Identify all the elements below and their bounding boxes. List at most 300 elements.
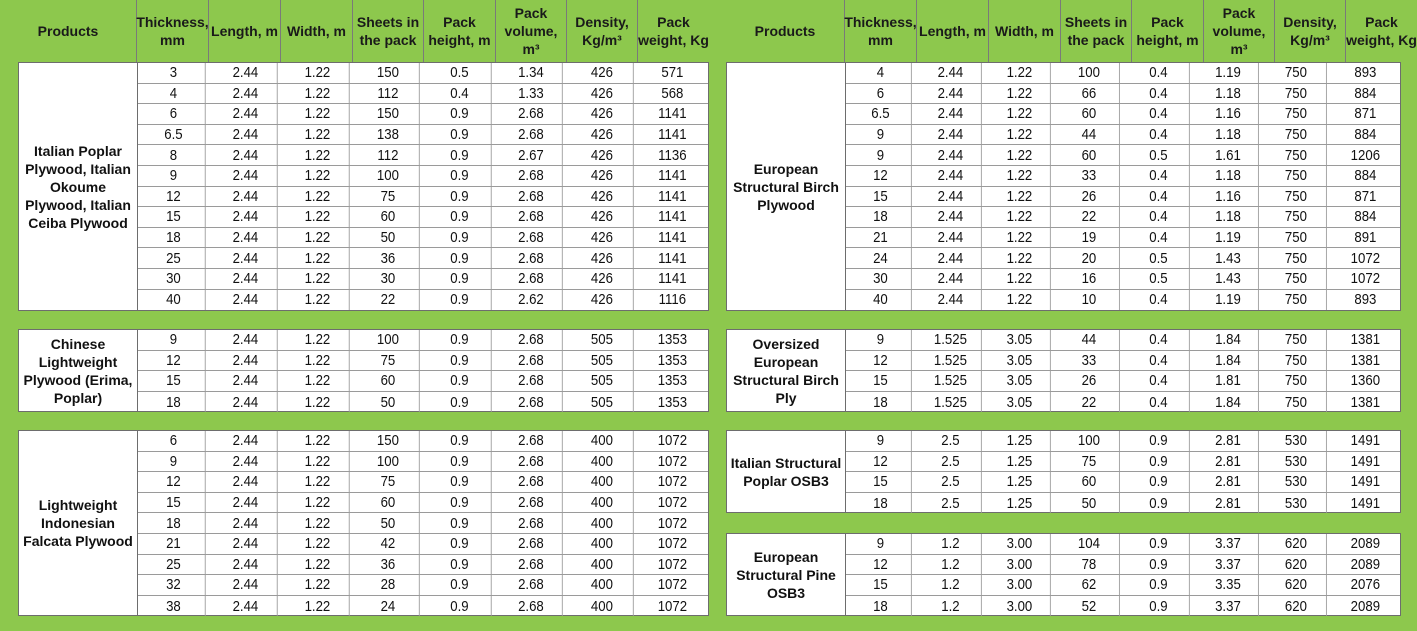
thickness-cell: 12 [142, 351, 205, 371]
header-length: Length, m [209, 0, 281, 62]
thickness-cell: 38 [142, 596, 205, 617]
pack-height-cell: 0.4 [1128, 166, 1189, 186]
sheets-cell: 22 [1059, 207, 1120, 227]
length-cell: 2.44 [214, 84, 277, 104]
thickness-cell: 30 [142, 269, 205, 289]
table-row [846, 207, 1400, 228]
width-cell: 1.22 [990, 104, 1051, 124]
pack-height-cell: 0.9 [428, 392, 491, 413]
density-cell: 400 [571, 555, 633, 575]
length-cell: 2.44 [214, 269, 277, 289]
table-row [846, 166, 1400, 187]
product-name: European Structural Pine OSB3 [727, 534, 846, 615]
pack-weight-cell: 1072 [657, 514, 688, 532]
table-row [138, 555, 708, 576]
sheets-cell: 52 [1059, 596, 1120, 617]
table-row [138, 575, 708, 596]
length-cell: 2.5 [920, 452, 981, 472]
header-thickness: Thickness, mm [845, 0, 917, 62]
density-cell: 505 [571, 371, 633, 391]
sheets-cell: 100 [357, 166, 419, 186]
density-cell: 426 [571, 290, 633, 311]
pack-height-cell: 0.4 [1128, 351, 1189, 371]
sheets-cell: 33 [1059, 351, 1120, 371]
thickness-cell: 6.5 [850, 104, 911, 124]
table-row [846, 472, 1400, 493]
sheets-cell: 150 [357, 63, 419, 83]
pack-height-cell: 0.9 [428, 228, 491, 248]
group-rows [138, 63, 708, 310]
thickness-cell: 15 [850, 187, 911, 207]
pack-height-cell: 0.9 [428, 125, 491, 145]
length-cell: 1.2 [920, 596, 981, 617]
pack-volume-cell: 2.68 [500, 534, 562, 554]
length-cell: 2.44 [920, 207, 981, 227]
width-cell: 1.22 [286, 555, 349, 575]
table-row [138, 493, 708, 514]
thickness-cell: 9 [850, 125, 911, 145]
pack-height-cell: 0.4 [1128, 125, 1189, 145]
sheets-cell: 36 [357, 248, 419, 268]
table-row [846, 248, 1400, 269]
product-name: European Structural Birch Plywood [727, 63, 846, 310]
thickness-cell: 9 [850, 330, 911, 350]
header-sheets: Sheets in the pack [353, 0, 424, 62]
table-row [138, 248, 708, 269]
pack-volume-cell: 2.68 [500, 125, 562, 145]
pack-weight-cell: 2089 [1350, 555, 1381, 573]
density-cell: 400 [571, 431, 633, 451]
thickness-cell: 15 [142, 371, 205, 391]
pack-weight-cell: 2089 [1350, 535, 1381, 553]
length-cell: 1.525 [920, 330, 981, 350]
pack-height-cell: 0.4 [1128, 228, 1189, 248]
density-cell: 400 [571, 596, 633, 617]
product-group [726, 430, 1401, 513]
pack-height-cell: 0.5 [1128, 248, 1189, 268]
width-cell: 1.22 [286, 84, 349, 104]
thickness-cell: 18 [142, 513, 205, 533]
pack-volume-cell: 2.68 [500, 269, 562, 289]
thickness-cell: 21 [850, 228, 911, 248]
header-sheets: Sheets in the pack [1061, 0, 1132, 62]
pack-height-cell: 0.9 [1128, 596, 1189, 617]
width-cell: 1.22 [286, 125, 349, 145]
density-cell: 400 [571, 452, 633, 472]
thickness-cell: 30 [850, 269, 911, 289]
pack-weight-cell: 1353 [657, 331, 688, 349]
table-row [846, 596, 1400, 617]
table-row [846, 371, 1400, 392]
pack-volume-cell: 2.68 [500, 166, 562, 186]
sheets-cell: 150 [357, 431, 419, 451]
density-cell: 426 [571, 269, 633, 289]
width-cell: 1.22 [286, 392, 349, 413]
density-cell: 426 [571, 63, 633, 83]
pack-volume-cell: 2.68 [500, 330, 562, 350]
header-length: Length, m [917, 0, 989, 62]
width-cell: 3.00 [990, 534, 1051, 554]
table-row [138, 431, 708, 452]
density-cell: 750 [1267, 125, 1328, 145]
header-pack-volume: Pack volume, m³ [1204, 0, 1275, 62]
table-row [138, 104, 708, 125]
width-cell: 3.00 [990, 555, 1051, 575]
table-row [138, 145, 708, 166]
width-cell: 1.25 [990, 452, 1051, 472]
pack-height-cell: 0.9 [428, 452, 491, 472]
pack-weight-cell: 1491 [1350, 452, 1381, 470]
pack-volume-cell: 1.34 [500, 63, 562, 83]
width-cell: 1.22 [990, 248, 1051, 268]
pack-height-cell: 0.4 [1128, 207, 1189, 227]
product-group [726, 329, 1401, 412]
pack-volume-cell: 2.68 [500, 371, 562, 391]
sheets-cell: 75 [357, 351, 419, 371]
sheets-cell: 100 [357, 452, 419, 472]
width-cell: 1.22 [286, 269, 349, 289]
sheets-cell: 20 [1059, 248, 1120, 268]
pack-height-cell: 0.4 [428, 84, 491, 104]
thickness-cell: 9 [850, 534, 911, 554]
pack-height-cell: 0.9 [428, 575, 491, 595]
length-cell: 2.44 [214, 104, 277, 124]
thickness-cell: 6 [850, 84, 911, 104]
pack-height-cell: 0.9 [1128, 472, 1189, 492]
thickness-cell: 4 [850, 63, 911, 83]
table-row [138, 166, 708, 187]
length-cell: 2.44 [214, 248, 277, 268]
width-cell: 1.22 [990, 187, 1051, 207]
sheets-cell: 78 [1059, 555, 1120, 575]
sheets-cell: 60 [1059, 104, 1120, 124]
pack-weight-cell: 891 [1354, 229, 1377, 247]
pack-height-cell: 0.9 [428, 555, 491, 575]
sheets-cell: 50 [357, 228, 419, 248]
header-pack-weight: Pack weight, Kg [638, 14, 709, 48]
table-row [846, 351, 1400, 372]
density-cell: 750 [1267, 187, 1328, 207]
thickness-cell: 40 [850, 290, 911, 311]
pack-height-cell: 0.4 [1128, 84, 1189, 104]
table-row [846, 392, 1400, 413]
pack-height-cell: 0.9 [1128, 575, 1189, 595]
sheets-cell: 50 [357, 513, 419, 533]
width-cell: 1.22 [286, 472, 349, 492]
length-cell: 2.44 [214, 493, 277, 513]
length-cell: 2.44 [920, 269, 981, 289]
pack-weight-cell: 884 [1354, 208, 1377, 226]
pack-volume-cell: 1.18 [1198, 166, 1259, 186]
pack-weight-cell: 2076 [1350, 576, 1381, 594]
density-cell: 750 [1267, 63, 1328, 83]
length-cell: 2.44 [214, 187, 277, 207]
table-row [138, 207, 708, 228]
product-group [18, 62, 709, 311]
width-cell: 3.05 [990, 330, 1051, 350]
thickness-cell: 15 [850, 575, 911, 595]
length-cell: 2.44 [214, 534, 277, 554]
density-cell: 750 [1267, 269, 1328, 289]
product-group [18, 430, 709, 616]
thickness-cell: 25 [142, 555, 205, 575]
pack-height-cell: 0.9 [428, 493, 491, 513]
table-row [138, 534, 708, 555]
thickness-cell: 18 [850, 207, 911, 227]
sheets-cell: 50 [1059, 493, 1120, 514]
thickness-cell: 12 [850, 555, 911, 575]
pack-volume-cell: 1.18 [1198, 125, 1259, 145]
pack-volume-cell: 2.81 [1198, 472, 1259, 492]
pack-volume-cell: 2.68 [500, 555, 562, 575]
table-row [138, 125, 708, 146]
sheets-cell: 112 [357, 145, 419, 165]
header-products: Products [726, 0, 845, 62]
length-cell: 2.44 [214, 431, 277, 451]
thickness-cell: 9 [850, 431, 911, 451]
pack-volume-cell: 3.37 [1198, 596, 1259, 617]
pack-weight-cell: 1072 [657, 494, 688, 512]
table-row [846, 63, 1400, 84]
pack-volume-cell: 2.68 [500, 575, 562, 595]
length-cell: 2.44 [920, 145, 981, 165]
header-density: Density, Kg/m³ [567, 0, 638, 62]
pack-volume-cell: 2.62 [500, 290, 562, 311]
length-cell: 1.525 [920, 351, 981, 371]
pack-height-cell: 0.4 [1128, 104, 1189, 124]
pack-volume-cell: 2.68 [500, 392, 562, 413]
product-name: Lightweight Indonesian Falcata Plywood [19, 431, 138, 615]
pack-height-cell: 0.9 [428, 290, 491, 311]
pack-height-cell: 0.4 [1128, 392, 1189, 413]
pack-height-cell: 0.9 [428, 431, 491, 451]
pack-height-cell: 0.9 [1128, 431, 1189, 451]
thickness-cell: 9 [142, 166, 205, 186]
sheets-cell: 22 [357, 290, 419, 311]
pack-volume-cell: 2.68 [500, 431, 562, 451]
width-cell: 1.22 [286, 166, 349, 186]
pack-volume-cell: 1.18 [1198, 207, 1259, 227]
width-cell: 1.22 [286, 351, 349, 371]
table-row [138, 269, 708, 290]
thickness-cell: 12 [850, 166, 911, 186]
width-cell: 1.22 [990, 145, 1051, 165]
pack-height-cell: 0.4 [1128, 63, 1189, 83]
width-cell: 1.22 [990, 63, 1051, 83]
width-cell: 1.22 [990, 207, 1051, 227]
pack-weight-cell: 1116 [658, 291, 687, 309]
density-cell: 530 [1267, 493, 1328, 514]
width-cell: 1.22 [286, 575, 349, 595]
header-pack-volume: Pack volume, m³ [496, 0, 567, 62]
product-name: Oversized European Structural Birch Ply [727, 330, 846, 411]
density-cell: 426 [571, 228, 633, 248]
thickness-cell: 18 [850, 392, 911, 413]
thickness-cell: 12 [850, 351, 911, 371]
pack-height-cell: 0.9 [428, 248, 491, 268]
length-cell: 2.44 [214, 575, 277, 595]
pack-volume-cell: 2.68 [500, 248, 562, 268]
width-cell: 1.22 [286, 228, 349, 248]
table-row [846, 452, 1400, 473]
length-cell: 2.44 [214, 125, 277, 145]
pack-volume-cell: 1.84 [1198, 330, 1259, 350]
length-cell: 2.44 [920, 187, 981, 207]
length-cell: 2.44 [214, 166, 277, 186]
pack-volume-cell: 2.68 [500, 207, 562, 227]
length-cell: 2.44 [214, 452, 277, 472]
table-row [138, 290, 708, 311]
sheets-cell: 24 [357, 596, 419, 617]
pack-height-cell: 0.9 [428, 330, 491, 350]
pack-weight-cell: 1141 [658, 229, 687, 247]
pack-volume-cell: 1.43 [1198, 269, 1259, 289]
pack-volume-cell: 2.68 [500, 351, 562, 371]
pack-height-cell: 0.5 [1128, 269, 1189, 289]
sheets-cell: 16 [1059, 269, 1120, 289]
pack-weight-cell: 1141 [658, 249, 687, 267]
density-cell: 426 [571, 187, 633, 207]
density-cell: 400 [571, 575, 633, 595]
length-cell: 2.44 [214, 330, 277, 350]
product-group [18, 329, 709, 412]
thickness-cell: 15 [850, 472, 911, 492]
pack-height-cell: 0.9 [428, 351, 491, 371]
pack-height-cell: 0.9 [428, 513, 491, 533]
width-cell: 1.22 [286, 431, 349, 451]
product-group [726, 533, 1401, 616]
pack-height-cell: 0.9 [428, 472, 491, 492]
pack-volume-cell: 1.84 [1198, 392, 1259, 413]
pack-weight-cell: 1072 [657, 452, 688, 470]
header-width: Width, m [989, 0, 1061, 62]
header-thickness: Thickness, mm [137, 0, 209, 62]
width-cell: 1.22 [286, 371, 349, 391]
table-row [138, 513, 708, 534]
length-cell: 2.44 [920, 63, 981, 83]
length-cell: 2.44 [214, 351, 277, 371]
sheets-cell: 33 [1059, 166, 1120, 186]
width-cell: 1.22 [286, 248, 349, 268]
length-cell: 2.44 [920, 228, 981, 248]
width-cell: 1.22 [286, 63, 349, 83]
length-cell: 1.2 [920, 534, 981, 554]
group-rows [138, 431, 708, 616]
pack-weight-cell: 1491 [1350, 432, 1381, 450]
pack-volume-cell: 1.43 [1198, 248, 1259, 268]
pack-height-cell: 0.9 [1128, 493, 1189, 514]
pack-weight-cell: 1141 [658, 126, 687, 144]
pack-volume-cell: 1.16 [1198, 104, 1259, 124]
width-cell: 1.22 [990, 290, 1051, 311]
product-name: Chinese Lightweight Plywood (Erima, Poplar) [19, 330, 138, 411]
thickness-cell: 12 [850, 452, 911, 472]
pack-volume-cell: 1.18 [1198, 84, 1259, 104]
thickness-cell: 40 [142, 290, 205, 311]
product-group [726, 62, 1401, 311]
density-cell: 426 [571, 84, 633, 104]
length-cell: 2.44 [214, 555, 277, 575]
pack-height-cell: 0.9 [428, 187, 491, 207]
sheets-cell: 26 [1059, 371, 1120, 391]
pack-height-cell: 0.9 [428, 371, 491, 391]
pack-volume-cell: 2.81 [1198, 493, 1259, 514]
sheets-cell: 138 [357, 125, 419, 145]
pack-volume-cell: 1.81 [1198, 371, 1259, 391]
length-cell: 2.44 [214, 596, 277, 617]
width-cell: 1.22 [286, 145, 349, 165]
pack-height-cell: 0.9 [428, 104, 491, 124]
pack-weight-cell: 1381 [1350, 393, 1381, 411]
density-cell: 620 [1267, 555, 1328, 575]
sheets-cell: 19 [1059, 228, 1120, 248]
sheets-cell: 28 [357, 575, 419, 595]
thickness-cell: 15 [850, 371, 911, 391]
width-cell: 3.00 [990, 596, 1051, 617]
length-cell: 2.44 [920, 104, 981, 124]
length-cell: 2.44 [920, 290, 981, 311]
density-cell: 620 [1267, 596, 1328, 617]
pack-weight-cell: 871 [1354, 105, 1377, 123]
width-cell: 1.22 [990, 125, 1051, 145]
thickness-cell: 9 [142, 452, 205, 472]
density-cell: 750 [1267, 207, 1328, 227]
sheets-cell: 36 [357, 555, 419, 575]
pack-weight-cell: 1072 [657, 535, 688, 553]
header-pack-weight: Pack weight, Kg [1346, 14, 1417, 48]
thickness-cell: 12 [142, 187, 205, 207]
thickness-cell: 25 [142, 248, 205, 268]
table-row [138, 351, 708, 372]
density-cell: 426 [571, 166, 633, 186]
pack-weight-cell: 1381 [1350, 331, 1381, 349]
length-cell: 2.44 [214, 228, 277, 248]
length-cell: 2.44 [920, 125, 981, 145]
length-cell: 2.5 [920, 472, 981, 492]
pack-volume-cell: 3.35 [1198, 575, 1259, 595]
pack-height-cell: 0.9 [428, 269, 491, 289]
pack-weight-cell: 1141 [658, 105, 687, 123]
table-row [846, 145, 1400, 166]
pack-weight-cell: 1360 [1350, 372, 1381, 390]
thickness-cell: 24 [850, 248, 911, 268]
width-cell: 1.22 [286, 493, 349, 513]
pack-height-cell: 0.9 [1128, 555, 1189, 575]
density-cell: 750 [1267, 290, 1328, 311]
width-cell: 1.22 [286, 104, 349, 124]
pack-height-cell: 0.5 [428, 63, 491, 83]
width-cell: 1.22 [286, 330, 349, 350]
table-row [138, 228, 708, 249]
width-cell: 1.22 [990, 166, 1051, 186]
width-cell: 1.22 [286, 596, 349, 617]
pack-volume-cell: 1.19 [1198, 228, 1259, 248]
table-row [846, 104, 1400, 125]
thickness-cell: 6 [142, 431, 205, 451]
pack-volume-cell: 2.68 [500, 228, 562, 248]
sheets-cell: 60 [357, 371, 419, 391]
density-cell: 505 [571, 330, 633, 350]
width-cell: 1.22 [286, 290, 349, 311]
sheets-cell: 60 [1059, 145, 1120, 165]
sheets-cell: 100 [1059, 63, 1120, 83]
pack-weight-cell: 1381 [1350, 351, 1381, 369]
group-rows [846, 330, 1400, 412]
density-cell: 620 [1267, 575, 1328, 595]
pack-height-cell: 0.9 [428, 534, 491, 554]
density-cell: 750 [1267, 228, 1328, 248]
density-cell: 426 [571, 104, 633, 124]
